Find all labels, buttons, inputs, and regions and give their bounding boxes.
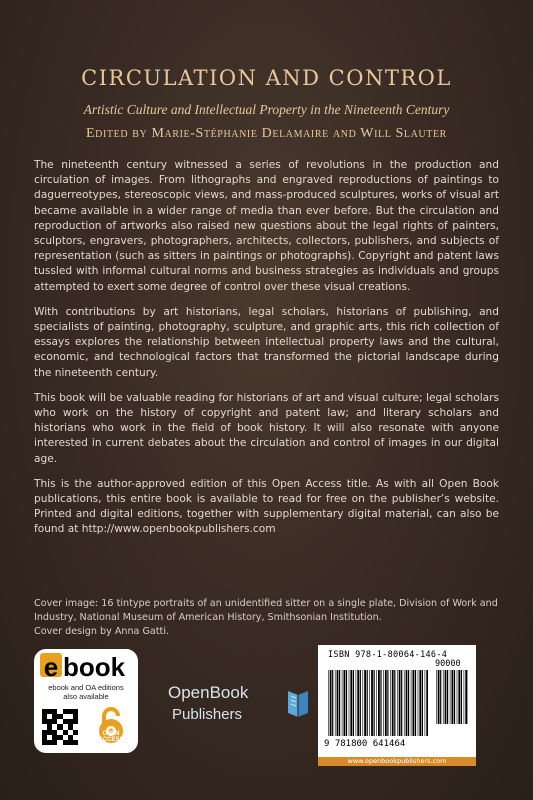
cover-credits <box>34 597 499 639</box>
open-book-icon <box>284 687 312 721</box>
blurb-paragraph: The nineteenth century witnessed a series of revolutions in the production and circulation of images. From lithographs and engraved reproductions of paintings to daguerreotypes, stereoscopic views, and mass-produced sculptures, works of visual art became available in a wider range of media than ever before. But the circulation and reproduction of artworks also raised new questions about the legal rights of painters, sculptors, engravers, photographers, architects, collectors, publishers, and subjects of representation (such as sitters in paintings or photographs). Copyright and patent laws tussled with informal cultural norms and business strategies as individuals and groups attempted to exert some degree of control over these visual creations. <box>34 159 499 293</box>
publisher-name-book: Book <box>209 683 249 702</box>
ebook-note-line2: also available <box>63 692 109 701</box>
cover-design-credit: Cover design by Anna Gatti. <box>34 626 170 637</box>
barcode-bars <box>328 662 468 736</box>
publisher-subname: Publishers <box>172 706 243 723</box>
blurb-paragraph: This is the author-approved edition of this Open Access title. As with all Open Book publications, this entire book is available to read for free on the publisher’s website. Printed and digital editions, together with supplementary digital material, can also be found at http://www.openbookpublishers.com <box>34 477 499 536</box>
ebook-e-glyph: e <box>40 653 62 677</box>
publisher-url: www.openbookpublishers.com <box>318 757 476 766</box>
qr-code-icon <box>42 709 78 745</box>
book-editors: Edited by Marie-Stéphanie Delamaire and Will Slauter <box>86 126 447 141</box>
publisher-name <box>168 683 248 703</box>
ebook-note <box>34 683 138 701</box>
publisher-name-open: Open <box>168 683 210 702</box>
ebook-word: book <box>63 652 126 682</box>
barcode-addon: 90000 <box>435 659 461 669</box>
blurb <box>34 158 499 548</box>
blurb-paragraph: With contributions by art historians, legal scholars, historians of publishing, and specialists of painting, photography, sculpture, and graphic arts, this rich collection of essays explores the relationship between intellectual property laws and the cultural, economic, and technological factors that transformed the pictorial landscape during the nineteenth century. <box>34 305 499 379</box>
isbn-barcode <box>318 645 476 757</box>
publisher-logo <box>168 683 308 733</box>
blurb-paragraph: This book will be valuable reading for historians of art and visual culture; legal scholars who work on the history of copyright and patent law; and literary scholars and historians who work in the field of book history. It will also resonate with anyone interested in current debates about the circulation and control of images in our digital age. <box>34 391 499 465</box>
book-title: CIRCULATION AND CONTROL <box>81 66 452 90</box>
ebook-badge <box>34 649 138 753</box>
barcode-digits: 9 781800 641464 <box>324 739 406 749</box>
open-access-icon <box>92 705 130 745</box>
cover-image-credit: Cover image: 16 tintype portraits of an unidentified sitter on a single plate, Division of Work and Industry, National Museum of American History, Smithsonian Institution. <box>34 598 498 623</box>
isbn-number: ISBN 978-1-80064-146-4 <box>328 650 448 660</box>
book-subtitle: Artistic Culture and Intellectual Property in the Nineteenth Century <box>83 102 450 117</box>
open-access-label: OPEN ACCESS <box>98 731 124 743</box>
ebook-note-line1: ebook and OA editions <box>48 683 124 692</box>
ebook-logo <box>40 653 125 681</box>
